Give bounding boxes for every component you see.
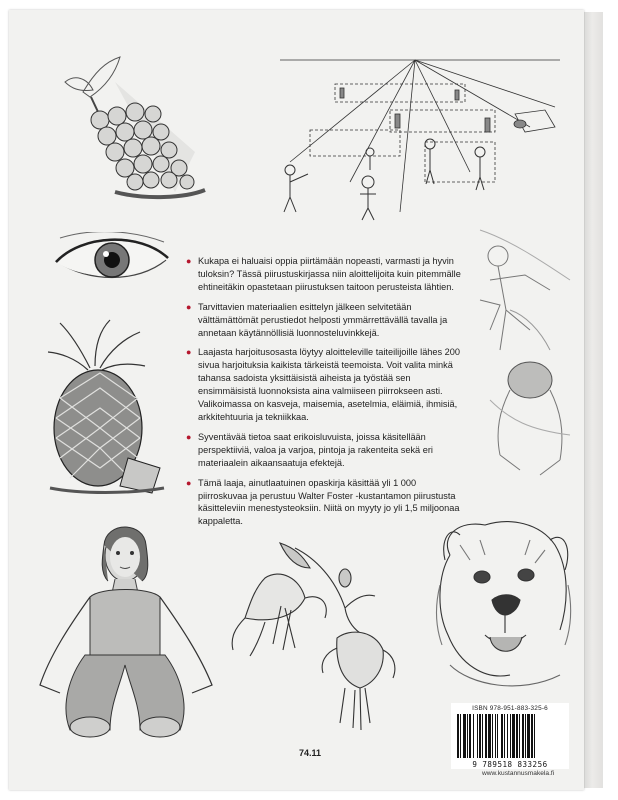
barcode-bar	[525, 714, 526, 758]
grapes-sketch	[55, 52, 210, 202]
barcode-bar	[501, 714, 503, 758]
barcode-bar	[469, 714, 471, 758]
barcode-bar	[482, 714, 483, 758]
blurb-paragraph-text: Tarvittavien materiaalien esittelyn jälkeen selvitetään välttämättömät perustiedot helposti ymmärrettävällä tavalla ja annetaan käytännöllisiä luonnosteluvinkkejä.	[198, 301, 448, 338]
blurb-paragraph	[186, 431, 466, 470]
barcode-bar	[488, 714, 491, 758]
lily-flowers-sketch	[225, 538, 400, 738]
isbn-number: ISBN 978-951-883-325-6	[472, 705, 548, 712]
barcode-bar	[473, 714, 474, 758]
book-spine-edge	[584, 12, 603, 788]
bullet-icon: ●	[186, 477, 192, 488]
barcode-image	[451, 712, 569, 760]
blurb-paragraph-text: Syventävää tietoa saat erikoisluvuista, joissa käsitellään perspektiiviä, valoa ja varjoa, pintoja ja rakenteita sekä eri materiaalein aikaansaatuja efektejä.	[198, 431, 433, 468]
barcode-bar	[512, 714, 515, 758]
barcode-bar	[534, 714, 535, 758]
dog-portrait-sketch	[430, 515, 575, 700]
blurb-paragraph-text: Tämä laaja, ainutlaatuinen opaskirja käsittää yli 1 000 piirroskuvaa ja perustuu Walter Foster -kustantamon piirustusta käsitteleviin menestysteoksiin. Niitä on myyty jo yli 1,5 miljoonaa kappaletta.	[198, 477, 460, 527]
barcode-digits: 9 789518 833256	[472, 760, 548, 769]
barcode-bar	[479, 714, 481, 758]
barcode-bar	[495, 714, 496, 758]
blurb-paragraph	[186, 346, 466, 423]
barcode-bar	[510, 714, 511, 758]
bullet-icon: ●	[186, 347, 192, 358]
barcode-bar	[522, 714, 524, 758]
blurb-paragraph-text: Kukapa ei haluaisi oppia piirtämään nopeasti, varmasti ja hyvin tuloksin? Tässä piirustuskirjassa niin aloittelijoita kuin pitemmälle ehtineitäkin opastetaan piirustuksen taitoon perusteista lähtien.	[198, 256, 461, 292]
bullet-icon: ●	[186, 301, 192, 312]
barcode-bar	[485, 714, 487, 758]
barcode-bar	[497, 714, 498, 758]
figure-gesture-sketch	[470, 220, 580, 480]
pineapple-sketch	[40, 318, 170, 498]
barcode-bar	[467, 714, 468, 758]
isbn-barcode-block	[451, 703, 569, 769]
blurb-paragraph	[186, 255, 466, 294]
barcode-bar	[457, 714, 459, 758]
barcode-bar	[516, 714, 518, 758]
barcode-bar	[492, 714, 493, 758]
barcode-bar	[527, 714, 530, 758]
blurb-paragraph	[186, 477, 466, 529]
barcode-bar	[531, 714, 533, 758]
blurb-paragraph-text: Laajasta harjoitusosasta löytyy aloitteleville taiteilijoille lähes 200 sivua harjoituksia kaikista tärkeistä teemoista. Voit valita minkä tahansa sadoista yksittäisistä aiheista ja työstää sen ensimmäisistä luonnoksista aina valmiiseen piirrokseen asti. Valikoimassa on kasveja, maisemia, asetelmia, eläimiä, ihmisiä, arkkitehtuuria ja tekniikkaa.	[198, 347, 460, 422]
back-cover-blurb	[186, 255, 466, 535]
blurb-paragraph	[186, 301, 466, 340]
publisher-website: www.kustannusmakela.fi	[482, 770, 555, 777]
barcode-bar	[477, 714, 478, 758]
bullet-icon: ●	[186, 431, 192, 442]
seated-girl-sketch	[30, 515, 220, 740]
price-code: 74.11	[299, 748, 322, 758]
eye-sketch	[52, 232, 172, 292]
perspective-diagram	[270, 52, 570, 222]
barcode-bar	[504, 714, 505, 758]
bullet-icon: ●	[186, 256, 192, 266]
barcode-bar	[463, 714, 466, 758]
barcode-bar	[507, 714, 508, 758]
barcode-bar	[460, 714, 461, 758]
barcode-bar	[519, 714, 520, 758]
